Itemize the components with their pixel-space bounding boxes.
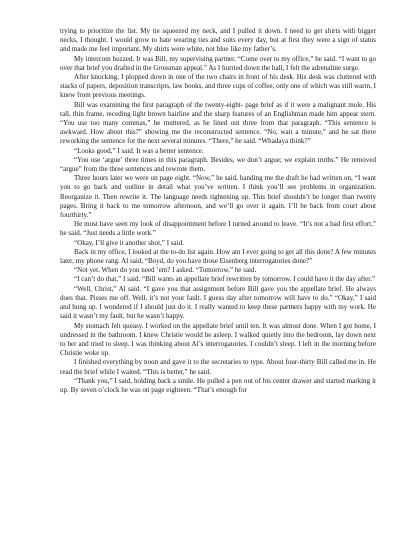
paragraph: My intercom buzzed. It was Bill, my supervising partner. “Come over to my office,” he said. “I want to go over that brief you drafted in the Grossman appeal.” As I hurried down the hall, I felt the adrenaline surge. [60, 54, 376, 72]
paragraph: Back in my office, I looked at the to-do list again. How am I ever going to get all this done? A few minutes later, my phone rang. Al said, “Boyd, do you have those Eisenberg interrogatories done?” [60, 247, 376, 266]
paragraph: “Okay, I’ll give it another shot,” I said. [74, 238, 184, 247]
paragraph: “You use ‘argue’ three times in this paragraph. Besides, we don’t argue; we explain truths.” He removed “argue” from the three sentences and rewrote them. [60, 155, 376, 174]
paragraph: I finished everything by noon and gave it to the secretaries to type. About four-thirty Bill called me in. He read the brief while I waited. “This is better,” he said. [60, 358, 376, 376]
paragraph: “Thank you,” I said, holding back a smile. He pulled a pen out of his center drawer and started marking it up. By seven o’clock he was on page eighteen. “That’s enough for [60, 376, 376, 394]
paragraph: “Well, Christ,” Al said. “I gave you that assignment before Bill gave you the appellate brief. He always does that. Pisses me off. Well, it’s not your fault. I guess day after tomorrow will have to do.” “Okay,” I said and hung up. I wondered if I should just do it. I really wanted to keep these partners happy with my work. He said it wasn’t my fault, but he wasn’t happy. [60, 284, 376, 321]
paragraph: “Looks good,” I said. It was a better sentence. [74, 146, 204, 155]
paragraph: Bill was examining the first paragraph of the twenty-eight- page brief as if it were a malignant mole. His tall, thin frame, receding light brown hairline and the sharp features of an Englishman made him appear stern. “You use too many commas,” he muttered, as he lined out three from that paragraph. “This sentence is awkward. How about this?” showing me the reconstructed sentence. “No, wait a minute,” and he sat there reworking the sentence for the next several minutes. “There,” he said. “Whadaya think?” [60, 100, 376, 146]
paragraph: Three hours later we were on page eight. “Now,” he said, handing me the draft he had written on, “I want you to go back and outline in detail what you’ve written. I think you’ll see problems in organization. Reorganize it. Then rewrite it. The language needs tightening up. This brief shouldn’t be longer than twenty pages. Bring it back to me tomorrow afternoon, and we’ll go over it again. I’ll be back from court about fourthirty.” [60, 174, 376, 220]
paragraph: He must have seen my look of disappointment before I turned around to leave. “It’s not a bad first effort,” he said. “Just needs a little work.” [60, 220, 376, 238]
paragraph: “Not yet. When do you need ’em? I asked. “Tomorrow,” he said. [74, 266, 257, 275]
document-body [60, 27, 376, 395]
paragraph: trying to prioritize the list. My tie squeezed my neck, and I pulled it down. I need to get shirts with bigger necks, I thought. I would grow to hate wearing ties and suits every day, but at first they were a sign of status and made me feel important. My shirts were white, not blue like my father’s. [60, 27, 376, 54]
paragraph: My stomach felt queasy. I worked on the appellate brief until ten. It was almost done. When I got home, I undressed in the bathroom. I knew Christie would be asleep. I walked quietly into the bedroom, lay down next to her and tried to sleep. I was thinking about Al’s interrogatories. I couldn’t sleep. I left in the morning before Christie woke up. [60, 321, 376, 358]
paragraph: “I can’t do that,” I said. “Bill wants an appellate brief rewritten by tomorrow. I could have it the day after.” [74, 275, 376, 284]
paragraph: After knocking, I plopped down in one of the two chairs in front of his desk. His desk was cluttered with stacks of papers, deposition transcripts, law books, and three cups of coffee, only one of which was still warm, I knew from previous meetings. [60, 73, 376, 100]
